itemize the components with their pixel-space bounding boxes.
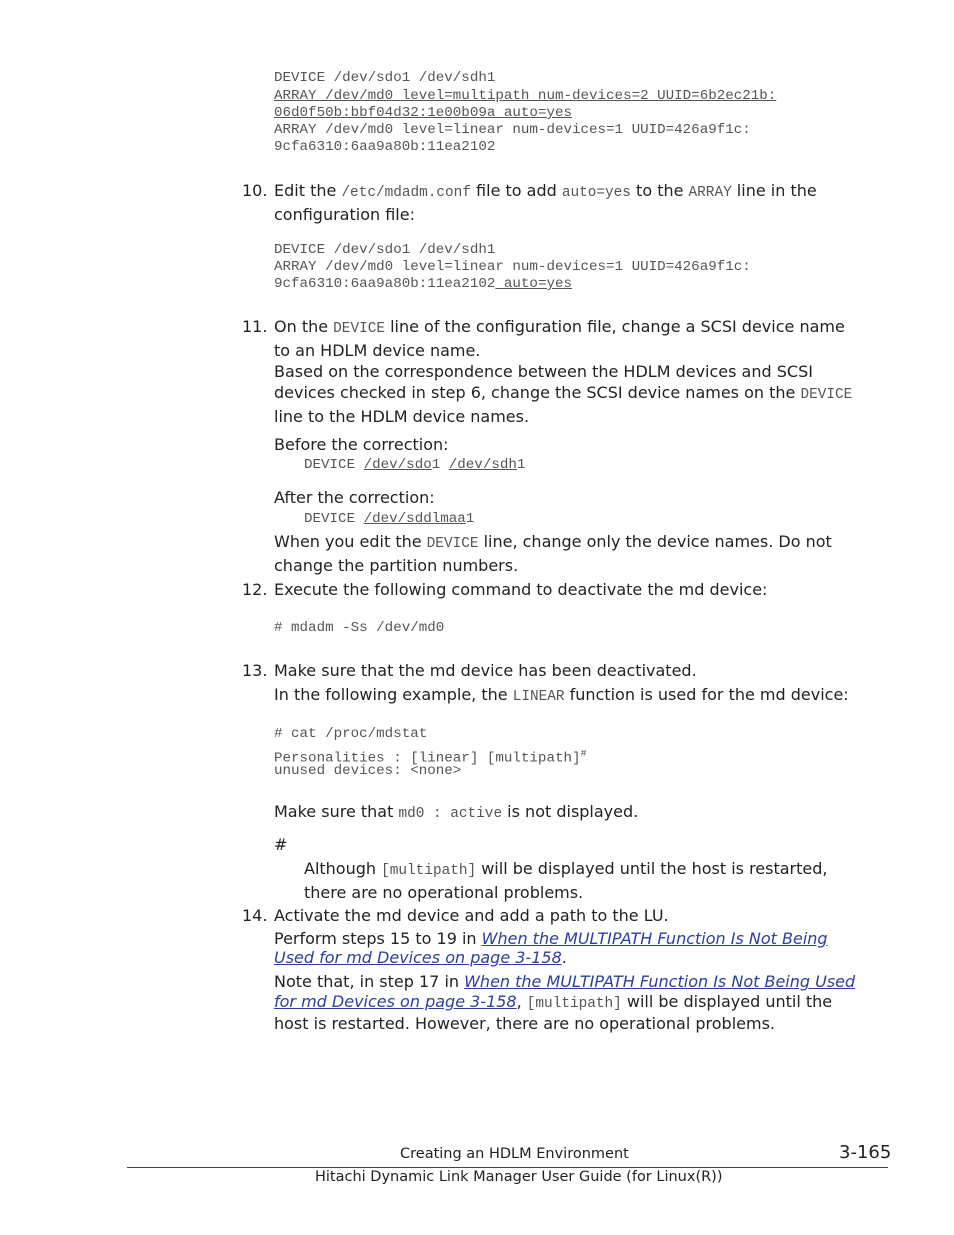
label: Before the correction: bbox=[274, 435, 449, 454]
code-line: Personalities : [linear] [multipath]# bbox=[274, 749, 587, 767]
code-line: DEVICE /dev/sdo1 /dev/sdh1 bbox=[274, 70, 496, 86]
code-line: ARRAY /dev/md0 level=linear num-devices=1 UUID=426a9f1c: bbox=[274, 122, 751, 138]
footer-book-title: Hitachi Dynamic Link Manager User Guide (for Linux(R)) bbox=[315, 1169, 723, 1185]
code-line: DEVICE /dev/sddlmaa1 bbox=[304, 511, 475, 527]
step-number: 10. bbox=[242, 181, 268, 200]
code-line: # mdadm -Ss /dev/md0 bbox=[274, 620, 445, 636]
paragraph: Make sure that md0 : active is not displayed. bbox=[274, 802, 639, 822]
code-line: ARRAY /dev/md0 level=multipath num-devices=2 UUID=6b2ec21b: bbox=[274, 88, 777, 104]
code-line: DEVICE /dev/sdo1 /dev/sdh1 bbox=[274, 242, 496, 258]
step-text: On the DEVICE line of the configuration file, change a SCSI device name to an HDLM device name. bbox=[274, 317, 845, 360]
cross-reference-link[interactable]: Used for md Devices on page 3-158 bbox=[274, 948, 562, 967]
footer-rule bbox=[127, 1167, 888, 1168]
code-line: 9cfa6310:6aa9a80b:11ea2102 bbox=[274, 139, 496, 155]
footnote-marker: # bbox=[274, 835, 288, 854]
footer-section-title: Creating an HDLM Environment bbox=[400, 1146, 629, 1162]
step-number: 11. bbox=[242, 317, 268, 336]
code-line: # cat /proc/mdstat bbox=[274, 726, 428, 742]
code-line: ARRAY /dev/md0 level=linear num-devices=1 UUID=426a9f1c: bbox=[274, 259, 751, 275]
paragraph: When you edit the DEVICE line, change only the device names. Do not change the partition numbers. bbox=[274, 532, 832, 575]
paragraph: Note that, in step 17 in When the MULTIPATH Function Is Not Being Used for md Devices on page 3-158, [multipath] will be displayed until the host is restarted. However, there are no operational problems. bbox=[274, 972, 856, 1033]
cross-reference-link[interactable]: When the MULTIPATH Function Is Not Being bbox=[481, 929, 828, 948]
step-number: 12. bbox=[242, 580, 268, 599]
code-line: 9cfa6310:6aa9a80b:11ea2102 auto=yes bbox=[274, 276, 572, 292]
step-text: Make sure that the md device has been deactivated. bbox=[274, 661, 697, 680]
paragraph: In the following example, the LINEAR function is used for the md device: bbox=[274, 685, 849, 705]
cross-reference-link[interactable]: for md Devices on page 3-158 bbox=[274, 992, 517, 1011]
paragraph: Based on the correspondence between the HDLM devices and SCSI devices checked in step 6, change the SCSI device names on the DEVICE line to the HDLM device names. bbox=[274, 362, 853, 426]
step-text: Execute the following command to deactivate the md device: bbox=[274, 580, 768, 599]
step-text: Edit the /etc/mdadm.conf file to add auto=yes to the ARRAY line in the configuration file: bbox=[274, 181, 817, 224]
footnote-text: Although [multipath] will be displayed until the host is restarted, there are no operational problems. bbox=[304, 859, 828, 902]
step-number: 13. bbox=[242, 661, 268, 680]
cross-reference-link[interactable]: When the MULTIPATH Function Is Not Being Used bbox=[464, 972, 856, 991]
code-line: unused devices: <none> bbox=[274, 763, 462, 779]
step-text: Activate the md device and add a path to the LU. bbox=[274, 906, 669, 925]
label: After the correction: bbox=[274, 488, 435, 507]
step-number: 14. bbox=[242, 906, 268, 925]
paragraph: Perform steps 15 to 19 in When the MULTIPATH Function Is Not Being Used for md Devices on page 3-158. bbox=[274, 929, 828, 967]
code-line: 06d0f50b:bbf04d32:1e00b09a auto=yes bbox=[274, 105, 572, 121]
page-number: 3-165 bbox=[839, 1142, 892, 1163]
code-line: DEVICE /dev/sdo1 /dev/sdh1 bbox=[304, 457, 526, 473]
